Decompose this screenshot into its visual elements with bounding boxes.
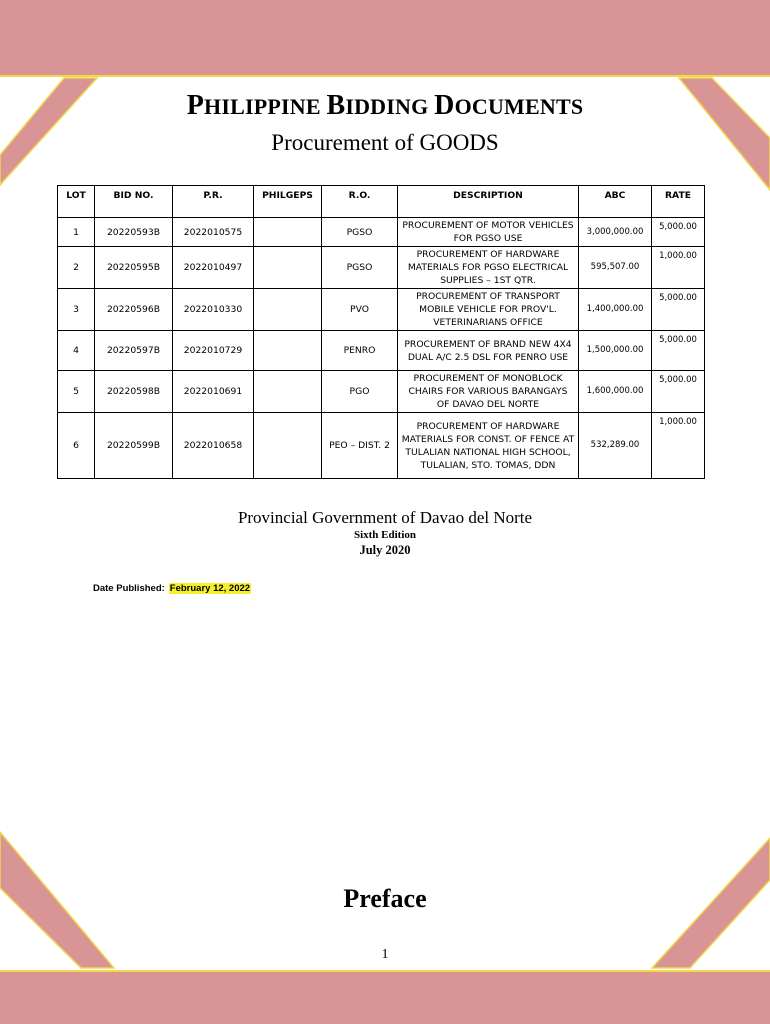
cell-lot: 3 xyxy=(58,289,95,331)
cell-ro: PGSO xyxy=(322,218,398,247)
cell-pr: 2022010330 xyxy=(173,289,254,331)
cell-philgeps xyxy=(254,413,322,479)
cell-description: PROCUREMENT OF MONOBLOCK CHAIRS FOR VARIOUS BARANGAYS OF DAVAO DEL NORTE xyxy=(398,371,579,413)
cell-bid-no: 20220599B xyxy=(95,413,173,479)
cell-rate: 1,000.00 xyxy=(652,413,705,479)
date-published-value: February 12, 2022 xyxy=(169,583,251,594)
table-row xyxy=(58,247,705,289)
table-row xyxy=(58,331,705,371)
cell-abc: 1,600,000.00 xyxy=(579,371,652,413)
cell-lot: 5 xyxy=(58,371,95,413)
cell-lot: 1 xyxy=(58,218,95,247)
cell-abc: 1,400,000.00 xyxy=(579,289,652,331)
cell-description: PROCUREMENT OF HARDWARE MATERIALS FOR CONST. OF FENCE AT TULALIAN NATIONAL HIGH SCHOOL, TULALIAN, STO. TOMAS, DDN xyxy=(398,413,579,479)
cell-description: PROCUREMENT OF HARDWARE MATERIALS FOR PGSO ELECTRICAL SUPPLIES – 1ST QTR. xyxy=(398,247,579,289)
cell-bid-no: 20220597B xyxy=(95,331,173,371)
cell-bid-no: 20220593B xyxy=(95,218,173,247)
cell-ro: PGSO xyxy=(322,247,398,289)
cell-philgeps xyxy=(254,331,322,371)
cell-rate: 5,000.00 xyxy=(652,289,705,331)
col-header-ro: R.O. xyxy=(322,186,398,218)
cell-pr: 2022010575 xyxy=(173,218,254,247)
date-published-label: Date Published: xyxy=(93,583,165,594)
cell-lot: 4 xyxy=(58,331,95,371)
table-row xyxy=(58,218,705,247)
document-subtitle: Procurement of GOODS xyxy=(271,130,499,155)
preface-heading: Preface xyxy=(343,884,427,913)
col-header-rate: RATE xyxy=(652,186,705,218)
cell-ro: PENRO xyxy=(322,331,398,371)
cell-bid-no: 20220596B xyxy=(95,289,173,331)
page-number: 1 xyxy=(381,947,389,962)
cell-philgeps xyxy=(254,371,322,413)
table-header-row xyxy=(58,186,705,218)
cell-rate: 5,000.00 xyxy=(652,371,705,413)
cell-lot: 2 xyxy=(58,247,95,289)
date-published xyxy=(93,583,251,594)
col-header-philgeps: PHILGEPS xyxy=(254,186,322,218)
cell-abc: 3,000,000.00 xyxy=(579,218,652,247)
cell-description: PROCUREMENT OF MOTOR VEHICLES FOR PGSO USE xyxy=(398,218,579,247)
table-row xyxy=(58,371,705,413)
cell-ro: PGO xyxy=(322,371,398,413)
col-header-lot: LOT xyxy=(58,186,95,218)
cell-abc: 595,507.00 xyxy=(579,247,652,289)
cell-pr: 2022010729 xyxy=(173,331,254,371)
cell-bid-no: 20220598B xyxy=(95,371,173,413)
cell-abc: 1,500,000.00 xyxy=(579,331,652,371)
cell-lot: 6 xyxy=(58,413,95,479)
cell-philgeps xyxy=(254,289,322,331)
col-header-pr: P.R. xyxy=(173,186,254,218)
cell-pr: 2022010497 xyxy=(173,247,254,289)
cell-abc: 532,289.00 xyxy=(579,413,652,479)
cell-pr: 2022010658 xyxy=(173,413,254,479)
cell-bid-no: 20220595B xyxy=(95,247,173,289)
cell-ro: PEO – DIST. 2 xyxy=(322,413,398,479)
cell-rate: 5,000.00 xyxy=(652,218,705,247)
bid-table xyxy=(57,185,705,479)
edition-label: Sixth Edition xyxy=(353,529,417,541)
table-row xyxy=(58,413,705,479)
cell-philgeps xyxy=(254,247,322,289)
cell-ro: PVO xyxy=(322,289,398,331)
cell-description: PROCUREMENT OF BRAND NEW 4X4 DUAL A/C 2.5 DSL FOR PENRO USE xyxy=(398,331,579,371)
col-header-bid-no: BID NO. xyxy=(95,186,173,218)
col-header-description: DESCRIPTION xyxy=(398,186,579,218)
cell-pr: 2022010691 xyxy=(173,371,254,413)
cell-rate: 5,000.00 xyxy=(652,331,705,371)
col-header-abc: ABC xyxy=(579,186,652,218)
cell-rate: 1,000.00 xyxy=(652,247,705,289)
cell-description: PROCUREMENT OF TRANSPORT MOBILE VEHICLE FOR PROV'L. VETERINARIANS OFFICE xyxy=(398,289,579,331)
government-name: Provincial Government of Davao del Norte xyxy=(237,508,533,527)
table-row xyxy=(58,289,705,331)
cell-philgeps xyxy=(254,218,322,247)
edition-date: July 2020 xyxy=(359,543,411,557)
document-title: PHILIPPINE BIDDING DOCUMENTS xyxy=(186,90,584,121)
